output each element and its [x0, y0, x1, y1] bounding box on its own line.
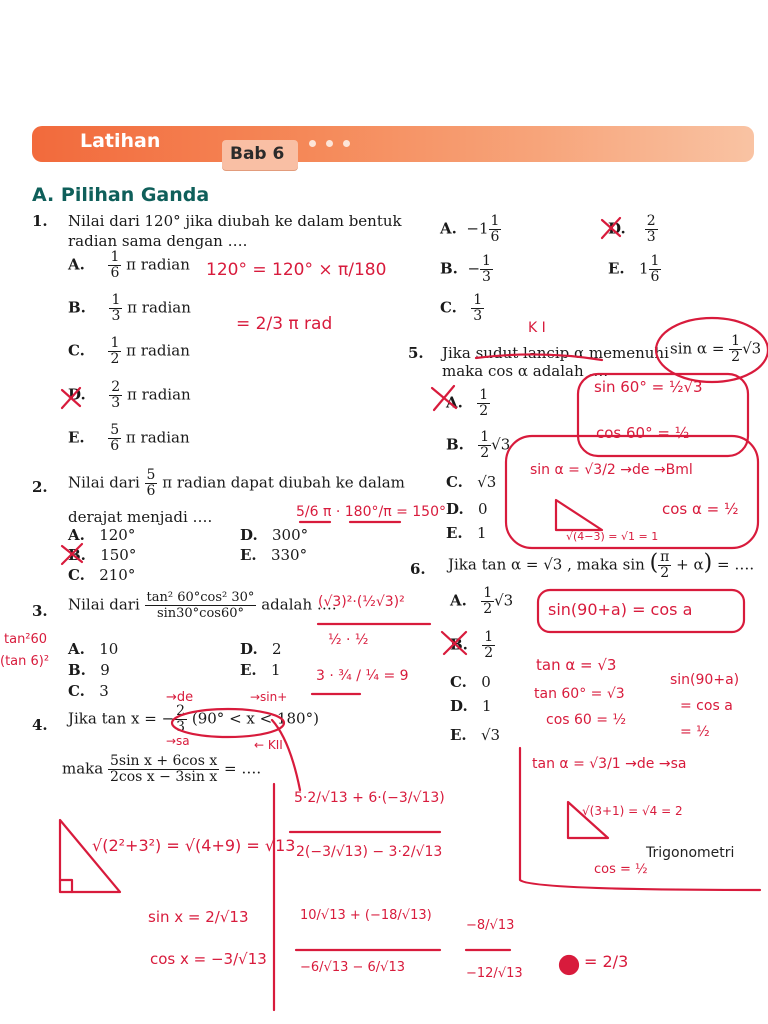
option-key: C. — [450, 673, 467, 691]
option-key: C. — [68, 682, 85, 700]
cross-mark-icon — [62, 544, 82, 564]
option-value: 10 — [99, 640, 119, 658]
hw-q5-sina: sin α = √3/2 →de →Bml — [530, 462, 693, 478]
banner-title: Latihan — [80, 130, 161, 152]
hw-q5-sin60: sin 60° = ½√3 — [594, 378, 703, 396]
hw-q4-work3-den: −6/√13 − 6/√13 — [300, 960, 406, 975]
cross-mark-icon — [432, 386, 456, 410]
numerator: 1 — [110, 249, 120, 265]
hw-q6-right2: = cos a — [680, 698, 733, 714]
option-key: C. — [446, 473, 463, 491]
q4-pre: Jika tan x = − — [68, 709, 175, 728]
denominator: 3 — [646, 229, 656, 245]
denominator: 2cos x − 3sin x — [109, 769, 218, 785]
option-sign: − — [467, 259, 481, 278]
numerator: 1 — [483, 585, 493, 601]
q5-eq: sin α = — [670, 339, 725, 358]
hw-q5-cosa: cos α = ½ — [662, 500, 739, 518]
option-extra: √3 — [494, 591, 514, 610]
chapter-label: Bab 6 — [230, 144, 285, 164]
numerator: 1 — [480, 429, 490, 445]
hw-q3-step1: (√3)²·(½√3)² — [318, 594, 405, 610]
hw-q4-work1: 5·2/√13 + 6·(−3/√13) — [294, 790, 445, 806]
option-key: B. — [446, 435, 464, 454]
hw-q2-work: 5/6 π · 180°/π = 150° — [296, 504, 446, 520]
hw-q4-de: →de — [166, 690, 194, 705]
line-mark — [272, 720, 440, 832]
q3-pre: Nilai dari — [68, 595, 140, 614]
hw-q3-step2: ½ · ½ — [328, 632, 369, 648]
q1-text-line2: radian sama dengan …. — [68, 232, 248, 250]
option-key: B. — [68, 298, 86, 317]
q5-text-line1: Jika sudut lancip α memenuhi — [442, 344, 669, 362]
hw-q6-tana: tan α = √3/1 →de →sa — [532, 756, 687, 772]
denominator: 2 — [660, 565, 670, 581]
q6-number: 6. — [410, 560, 426, 578]
ink-blob — [560, 956, 578, 974]
hw-q4-result: = 2/3 — [584, 952, 629, 971]
section-title: A. Pilihan Ganda — [32, 184, 210, 206]
hw-q4-sa: →sa — [166, 734, 190, 748]
option-value: 1 — [476, 524, 487, 542]
option-value: 0 — [478, 500, 488, 518]
denominator: 3 — [482, 269, 491, 285]
q4-number: 4. — [32, 716, 48, 734]
option-value: 210° — [99, 566, 136, 584]
numerator: π — [660, 549, 670, 565]
hw-q5-k1: K I — [528, 320, 546, 336]
q6-pre: Jika tan α = √3 , maka sin — [448, 555, 645, 574]
paren-close: ) — [703, 550, 713, 576]
option-key: E. — [446, 524, 463, 542]
option-key: A. — [68, 526, 85, 544]
hw-q1-step2: = 2/3 π rad — [236, 314, 333, 334]
numerator: 1 — [473, 292, 483, 308]
triangle-sketch — [60, 820, 120, 892]
numerator: tan² 60°cos² 30° — [146, 590, 255, 605]
hw-q6-tri: √(3+1) = √4 = 2 — [582, 804, 683, 818]
denominator: 6 — [110, 438, 120, 454]
option-unit: π radian — [126, 385, 191, 404]
option-value: 1 — [270, 661, 281, 679]
option-value: 150° — [100, 546, 137, 564]
q3-number: 3. — [32, 602, 48, 620]
cross-mark-icon — [62, 388, 80, 408]
q1-number: 1. — [32, 212, 48, 230]
option-key: E. — [608, 259, 625, 278]
option-value: 9 — [100, 661, 110, 679]
triangle-sketch — [556, 500, 602, 530]
option-sign: −1 — [466, 219, 489, 238]
hw-q6-right1: sin(90+a) — [670, 672, 740, 688]
option-key: B. — [68, 546, 86, 564]
option-key: D. — [446, 500, 464, 518]
numerator: 1 — [650, 253, 660, 269]
cross-mark-icon — [442, 632, 466, 654]
denominator: 2 — [484, 645, 494, 661]
denominator: 2 — [479, 403, 489, 419]
hw-q6-sin: sin(90+a) = cos a — [548, 600, 693, 619]
denominator: 2 — [483, 601, 493, 617]
option-value: 120° — [99, 526, 136, 544]
circle-mark — [656, 318, 768, 382]
q5-root: √3 — [742, 339, 762, 358]
numerator: 1 — [731, 333, 741, 349]
q2-pre: Nilai dari — [68, 473, 140, 492]
footer-chapter-name: Trigonometri — [646, 845, 735, 861]
numerator: 1 — [479, 387, 489, 403]
q5-text-line2: maka cos α adalah …. — [442, 362, 609, 380]
option-value: 3 — [99, 682, 109, 700]
paren-open: ( — [649, 550, 659, 576]
denominator: 6 — [110, 265, 120, 281]
denominator: 2 — [731, 349, 741, 365]
q5-number: 5. — [408, 344, 424, 362]
hw-q6-result: cos = ½ — [594, 862, 648, 877]
denominator: 3 — [473, 308, 483, 324]
option-key: B. — [450, 635, 468, 654]
q3-post: adalah …. — [261, 595, 337, 614]
option-value: 0 — [481, 673, 491, 691]
denominator: 6 — [490, 229, 500, 245]
denominator: 6 — [650, 269, 660, 285]
option-value: 330° — [270, 546, 308, 564]
q1-text-line1: Nilai dari 120° jika diubah ke dalam bentuk — [68, 212, 402, 230]
option-key: E. — [68, 428, 85, 447]
denominator: 3 — [111, 308, 121, 324]
hw-q4-k2: ← KII — [254, 738, 283, 752]
numerator: 1 — [110, 335, 120, 351]
underline-mark — [476, 354, 602, 360]
hw-q6-tan2: tan 60° = √3 — [534, 686, 625, 702]
option-key: E. — [240, 546, 257, 564]
option-value: 300° — [272, 526, 309, 544]
hw-q6-cos60: cos 60 = ½ — [546, 712, 627, 728]
option-unit: π radian — [125, 428, 190, 447]
numerator: 5 — [146, 467, 156, 483]
option-unit: π radian — [126, 341, 190, 360]
hw-q4-work4-den: −12/√13 — [466, 966, 523, 981]
option-key: D. — [240, 526, 258, 544]
q2-number: 2. — [32, 478, 48, 496]
option-key: A. — [450, 591, 467, 610]
option-key: A. — [68, 640, 85, 658]
denominator: 6 — [146, 483, 156, 499]
option-unit: π radian — [127, 298, 191, 317]
q6-post: = …. — [716, 555, 755, 574]
cross-mark-icon — [602, 218, 620, 238]
hw-q4-work3-num: 10/√13 + (−18/√13) — [300, 908, 432, 923]
hw-q1-step1: 120° = 120° × π/180 — [206, 260, 387, 280]
option-key: C. — [440, 298, 457, 317]
option-key: B. — [68, 661, 86, 679]
option-key: B. — [440, 259, 458, 278]
numerator: 2 — [111, 379, 121, 395]
hw-q6-right3: = ½ — [680, 724, 710, 740]
hw-q4-cosx: cos x = −3/√13 — [150, 950, 267, 968]
hw-q4-work4-num: −8/√13 — [466, 918, 515, 933]
denominator: 3 — [111, 395, 121, 411]
denominator: 2 — [480, 445, 490, 461]
hw-q5-cos60: cos 60° = ½ — [596, 424, 690, 442]
option-unit: π radian — [126, 255, 190, 274]
denominator: sin30°cos60° — [156, 606, 245, 621]
q4-line2-post: = …. — [224, 759, 262, 778]
numerator: 1 — [490, 213, 500, 229]
option-key: E. — [450, 726, 467, 744]
option-key: D. — [608, 219, 626, 238]
hw-q4-sinx: sin x = 2/√13 — [148, 908, 249, 926]
option-key: E. — [240, 661, 257, 679]
q2-text-line2: derajat menjadi …. — [68, 508, 213, 526]
option-value: √3 — [477, 473, 497, 491]
numerator: 2 — [176, 703, 186, 719]
option-key: C. — [68, 341, 85, 360]
hw-q3-step3: 3 · ¾ / ¼ = 9 — [316, 668, 409, 684]
option-key: A. — [68, 255, 85, 274]
option-extra: √3 — [491, 435, 511, 454]
q4-line2-pre: maka — [62, 759, 104, 778]
q6-plus: + α — [676, 555, 704, 574]
numerator: 5 — [110, 422, 120, 438]
hw-q4-work2: 2(−3/√13) − 3·2/√13 — [296, 844, 443, 860]
circle-mark — [172, 709, 284, 737]
denominator: 2 — [110, 351, 120, 367]
hw-q4-triangle-hyp: √(2²+3²) = √(4+9) = √13 — [92, 836, 296, 855]
numerator: 1 — [111, 292, 121, 308]
numerator: 2 — [646, 213, 656, 229]
option-key: A. — [446, 393, 463, 412]
right-angle-mark — [60, 880, 72, 892]
hw-q4-sin: →sin+ — [250, 690, 288, 704]
option-value: 1 — [482, 697, 492, 715]
hw-q5-tri: √(4−3) = √1 = 1 — [566, 530, 659, 543]
hw-q6-tan1: tan α = √3 — [536, 656, 617, 674]
option-value: √3 — [480, 726, 501, 744]
numerator: 5sin x + 6cos x — [109, 753, 218, 769]
option-key: A. — [440, 219, 457, 238]
option-value: 2 — [272, 640, 282, 658]
option-key: D. — [240, 640, 258, 658]
hw-q3-side2: (tan 6)² — [0, 654, 50, 669]
numerator: 1 — [484, 629, 494, 645]
option-key: D. — [68, 385, 86, 404]
q2-post: π radian dapat diubah ke dalam — [162, 473, 405, 492]
q4-condition: (90° < x < 180°) — [191, 709, 319, 728]
hw-q3-side1: tan²60 — [4, 632, 48, 647]
numerator: 1 — [482, 253, 491, 269]
option-sign: 1 — [638, 259, 649, 278]
denominator: 3 — [176, 719, 186, 735]
option-key: D. — [450, 697, 468, 715]
option-key: C. — [68, 566, 85, 584]
